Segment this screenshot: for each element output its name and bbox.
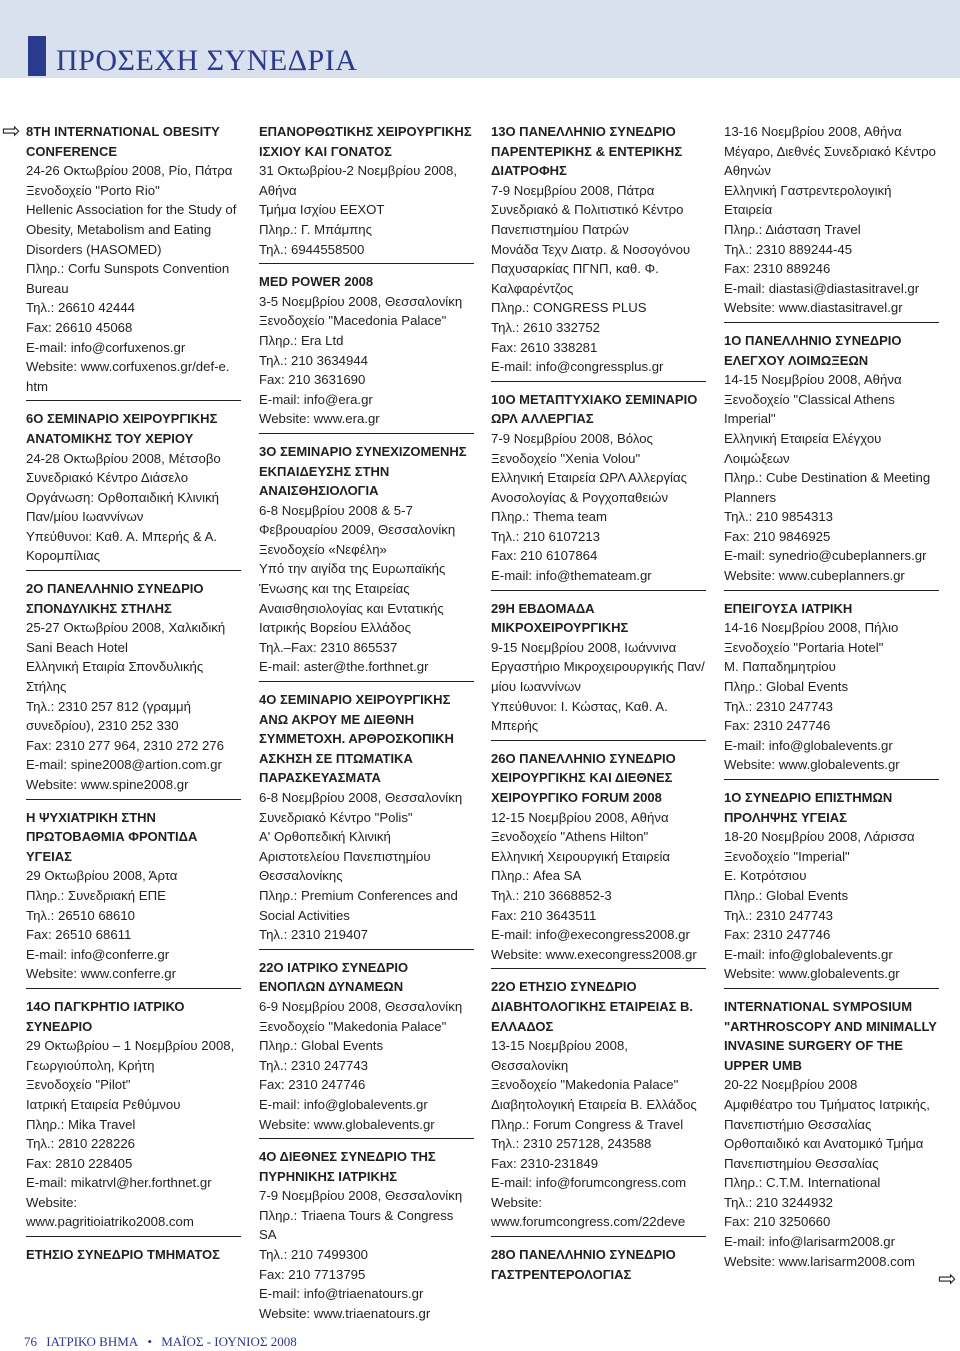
conference-detail-line: Ελληνική Εταιρεία Ελέγχου Λοιμώξεων	[724, 430, 882, 466]
conference-detail-line: 25-27 Οκτωβρίου 2008, Χαλκιδική	[26, 620, 226, 636]
conference-detail-line: 7-9 Νοεμβρίου 2008, Πάτρα	[491, 182, 655, 198]
conference-detail-line: Μ. Παπαδημητρίου	[724, 659, 836, 675]
conference-detail-line: Μέγαρο, Διεθνές Συνεδριακό Κέντρο Αθηνών	[724, 143, 936, 179]
conference-detail-line: 6-8 Νοεμβρίου 2008 & 5-7 Φεβρουαρίου 2009, Θεσσαλονίκη	[259, 502, 456, 538]
conference-title: 8TH INTERNATIONAL OBESITY CONFERENCE	[26, 124, 220, 159]
conference-detail-line: Website: www.pagritioiatriko2008.com	[26, 1194, 194, 1230]
conference-detail-line: 9-15 Νοεμβρίου 2008, Ιωάννινα	[491, 639, 677, 655]
conference-detail-line: E-mail: diastasi@diastasitravel.gr	[724, 280, 920, 296]
conference-detail-line: E-mail: info@era.gr	[259, 391, 373, 407]
conference-title: MED POWER 2008	[259, 274, 374, 290]
conference-detail-line: Υπεύθυνοι: Ι. Κώστας, Καθ. Α. Μπερής	[491, 698, 668, 734]
conference-detail-line: Ξενοδοχείο "Xenia Volou"	[491, 450, 641, 466]
conference-detail-line: Fax: 2310 277 964, 2310 272 276	[26, 737, 224, 753]
conference-detail-line: Website: www.execongress2008.gr	[491, 946, 697, 962]
conference-detail-line: Fax: 2310-231849	[491, 1155, 599, 1171]
conference-detail-line: Αμφιθέατρο του Τμήματος Ιατρικής, Πανεπιστήμιο Θεσσαλίας	[724, 1096, 930, 1132]
conference-detail-line: 14-15 Νοεμβρίου 2008, Αθήνα	[724, 372, 902, 388]
conference-detail-line: Ξενοδοχείο "Porto Rio"	[26, 182, 160, 198]
conference-title: 6Ο ΣΕΜΙΝΑΡΙΟ ΧΕΙΡΟΥΡΓΙΚΗΣ ΑΝΑΤΟΜΙΚΗΣ ΤΟΥ ΧΕΡΙΟΥ	[26, 411, 218, 446]
conference-detail-line: Συνεδριακό Κέντρο "Polis"	[259, 809, 413, 825]
conference-detail-line: Τηλ.–Fax: 2310 865537	[259, 639, 398, 655]
conference-detail-line: Τηλ.: 2310 257128, 243588	[491, 1136, 652, 1152]
conference-detail-line: Πληρ.: Διάσταση Travel	[724, 221, 861, 237]
conference-detail-line: Ξενοδοχείο "Athens Hilton"	[491, 829, 649, 845]
page-number: 76	[24, 1334, 37, 1349]
conference-title: ΕΠΑΝΟΡΘΩΤΙΚΗΣ ΧΕΙΡΟΥΡΓΙΚΗΣ ΙΣΧΙΟΥ ΚΑΙ ΓΟΝΑΤΟΣ	[259, 124, 472, 159]
conference-detail-line: 29 Οκτωβρίου – 1 Νοεμβρίου 2008, Γεωργιούπολη, Κρήτη	[26, 1038, 235, 1073]
conference-detail-line: Τηλ.: 210 3244932	[724, 1194, 834, 1210]
conference-detail-line: E-mail: info@forumcongress.com	[491, 1175, 687, 1191]
conference-detail-line: 24-28 Οκτωβρίου 2008, Μέτσοβο	[26, 450, 221, 466]
conference-detail-line: Fax: 26510 68611	[26, 927, 132, 943]
conference-detail-line: Website: www.globalevents.gr	[724, 757, 900, 773]
conference-detail-line: 18-20 Νοεμβρίου 2008, Λάρισσα	[724, 829, 915, 845]
conference-detail-line: Οργάνωση: Ορθοπαιδική Κλινική Παν/μίου Ιωαννίνων	[26, 489, 220, 525]
conference-detail-line: Συνεδριακό & Πολιτιστικό Κέντρο Πανεπιστημίου Πατρών	[491, 202, 684, 237]
conference-detail-line: E-mail: info@corfuxenos.gr	[26, 339, 186, 355]
conference-detail-line: Ελληνική Εταιρία Σπονδυλικής Στήλης	[26, 659, 204, 695]
conference-detail-line: Α' Ορθοπεδική Κλινική Αριστοτελείου Πανεπιστημίου Θεσσαλονίκης	[259, 829, 431, 884]
conference-detail-line: E-mail: mikatrvl@her.forthnet.gr	[26, 1175, 212, 1191]
footer-bullet: •	[147, 1334, 152, 1349]
conference-detail-line: Τηλ.: 210 7499300	[259, 1247, 369, 1263]
conference-detail-line: Ε. Κοτρότσιου	[724, 868, 807, 884]
conference-detail-line: Fax: 2310 247746	[259, 1077, 366, 1093]
conference-detail-line: Fax: 2310 247746	[724, 927, 831, 943]
header-accent-bar	[28, 36, 46, 76]
conference-detail-line: Πληρ.: Γ. Μπάμπης	[259, 221, 372, 237]
column-1	[26, 122, 241, 1277]
conference-entry	[724, 788, 939, 989]
conference-title: 2Ο ΠΑΝΕΛΛΗΝΙΟ ΣΥΝΕΔΡΙΟ ΣΠΟΝΔΥΛΙΚΗΣ ΣΤΗΛΗΣ	[26, 581, 204, 616]
conference-title: ΕΠΕΙΓΟΥΣΑ ΙΑΤΡΙΚΗ	[724, 600, 853, 616]
conference-detail-line: Τηλ.: 210 9854313	[724, 509, 834, 525]
conference-detail-line: Εργαστήριο Μικροχειρουργικής Παν/μίου Ιωαννίνων	[491, 659, 705, 695]
conference-detail-line: Πληρ.: CONGRESS PLUS	[491, 300, 647, 316]
conference-title: INTERNATIONAL SYMPOSIUM "ARTHROSCOPY AND MINIMALLY INVASINE SURGERY OF THE UPPER UMB	[724, 998, 937, 1073]
conference-title: 29Η ΕΒΔΟΜΑΔΑ ΜΙΚΡΟΧΕΙΡΟΥΡΓΙΚΗΣ	[491, 600, 629, 636]
conference-detail-line: 6-9 Νοεμβρίου 2008, Θεσσαλονίκη	[259, 998, 463, 1014]
conference-detail-line: Website: www.spine2008.gr	[26, 777, 189, 792]
conference-detail-line: Fax: 210 6107864	[491, 548, 598, 564]
conference-detail-line: Ιατρική Εταιρεία Ρεθύμνου	[26, 1096, 181, 1112]
conference-detail-line: Website: www.larisarm2008.com	[724, 1253, 916, 1269]
conference-detail-line: Τηλ.: 2310 247743	[259, 1057, 369, 1073]
conference-detail-line: Ξενοδοχείο «Νεφέλη»	[259, 541, 387, 557]
conference-detail-line: Website: www.conferre.gr	[26, 966, 177, 982]
conference-entry	[491, 599, 706, 741]
conference-title: 14Ο ΠΑΓΚΡΗΤΙΟ ΙΑΤΡΙΚΟ ΣΥΝΕΔΡΙΟ	[26, 998, 185, 1034]
conference-detail-line: 14-16 Νοεμβρίου 2008, Πήλιο	[724, 620, 899, 636]
conference-detail-line: Fax: 2310 889246	[724, 261, 831, 277]
conference-detail-line: Πληρ.: C.T.M. International	[724, 1175, 881, 1191]
conference-detail-line: Hellenic Association for the Study of Obesity, Metabolism and Eating Disorders (HASOMED)	[26, 202, 237, 257]
conference-detail-line: Fax: 2810 228405	[26, 1155, 133, 1171]
conference-title: 22Ο ΕΤΗΣΙΟ ΣΥΝΕΔΡΙΟ ΔΙΑΒΗΤΟΛΟΓΙΚΗΣ ΕΤΑΙΡΕΙΑΣ Β. ΕΛΛΑΔΟΣ	[491, 979, 694, 1034]
conference-detail-line: 7-9 Νοεμβρίου 2008, Θεσσαλονίκη	[259, 1188, 463, 1204]
conference-detail-line: Ξενοδοχείο "Makedonia Palace"	[259, 1018, 447, 1034]
conference-detail-line: Πληρ.: Συνεδριακή ΕΠΕ	[26, 887, 166, 903]
conference-entry	[259, 958, 474, 1139]
conference-detail-line: Πληρ.: Premium Conferences and Social Activities	[259, 887, 458, 923]
page-title: ΠΡΟΣΕΧΗ ΣΥΝΕΔΡΙΑ	[56, 44, 358, 77]
conference-detail-line: Πληρ.: Mika Travel	[26, 1116, 136, 1132]
conference-detail-line: Τηλ.: 2310 257 812 (γραμμή συνεδρίου), 2310 252 330	[26, 698, 191, 734]
conference-detail-line: Ξενοδοχείο "Macedonia Palace"	[259, 313, 447, 329]
conference-entry	[724, 997, 939, 1275]
conference-detail-line: Ελληνική Γαστρεντερολογική Εταιρεία	[724, 182, 892, 218]
conference-detail-line: 13-15 Νοεμβρίου 2008, Θεσσαλονίκη	[491, 1038, 628, 1073]
conference-detail-line: Πληρ.: Cube Destination & Meeting Planners	[724, 470, 931, 505]
conference-entry	[26, 997, 241, 1237]
conference-detail-line: Website: www.cubeplanners.gr	[724, 568, 905, 584]
conference-entry	[259, 690, 474, 950]
conference-entry	[259, 272, 474, 434]
conference-detail-line: Πληρ.: Global Events	[724, 679, 849, 695]
conference-detail-line: Fax: 210 3631690	[259, 372, 366, 388]
conference-detail-line: Website: www.corfuxenos.gr/def-e. htm	[26, 359, 230, 394]
conference-title: 13Ο ΠΑΝΕΛΛΗΝΙΟ ΣΥΝΕΔΡΙΟ ΠΑΡΕΝΤΕΡΙΚΗΣ & ΕΝΤΕΡΙΚΗΣ ΔΙΑΤΡΟΦΗΣ	[491, 124, 683, 179]
conference-detail-line: Fax: 2610 338281	[491, 339, 598, 355]
conference-detail-line: 6-8 Νοεμβρίου 2008, Θεσσαλονίκη	[259, 790, 463, 805]
conference-detail-line: Τηλ.: 26610 42444	[26, 300, 136, 316]
conference-title: 22Ο ΙΑΤΡΙΚΟ ΣΥΝΕΔΡΙΟ ΕΝΟΠΛΩΝ ΔΥΝΑΜΕΩΝ	[259, 959, 409, 995]
conference-detail-line: 24-26 Οκτωβρίου 2008, Ρίο, Πάτρα	[26, 163, 233, 179]
conference-entry	[259, 442, 474, 682]
conference-detail-line: Μονάδα Τεχν Διατρ. & Νοσογόνου Παχυσαρκίας ΠΓΝΠ, καθ. Φ. Καλφαρέντζος	[491, 241, 691, 296]
conference-detail-line: Τηλ.: 210 3668852-3	[491, 887, 612, 903]
conference-detail-line: Fax: 210 7713795	[259, 1266, 366, 1282]
conference-detail-line: E-mail: info@globalevents.gr	[259, 1096, 428, 1112]
conference-detail-line: Website: www.diastasitravel.gr	[724, 300, 903, 316]
arrow-right-icon: ⇨	[2, 118, 21, 143]
conference-detail-line: E-mail: info@larisarm2008.gr	[724, 1234, 895, 1250]
conference-detail-line: E-mail: info@execongress2008.gr	[491, 927, 690, 943]
conference-detail-line: Fax: 2310 247746	[724, 718, 831, 734]
arrow-right-icon: ⇨	[938, 1266, 957, 1291]
conference-detail-line: Τηλ.: 2610 332752	[491, 319, 601, 335]
conference-entry	[724, 599, 939, 780]
conference-detail-line: E-mail: spine2008@artion.com.gr	[26, 757, 222, 773]
conference-detail-line: Τηλ.: 2310 247743	[724, 907, 834, 923]
conference-detail-line: Τηλ.: 2310 889244-45	[724, 241, 853, 257]
conference-detail-line: 12-15 Νοεμβρίου 2008, Αθήνα	[491, 809, 669, 825]
conference-detail-line: Υπό την αιγίδα της Ευρωπαϊκής Ένωσης και της Εταιρείας Αναισθησιολογίας και Εντατικής Ιατρικής Βορείου Ελλάδος	[259, 561, 446, 636]
conference-entry	[491, 1245, 706, 1288]
conference-detail-line: Τηλ.: 26510 68610	[26, 907, 136, 923]
conference-detail-line: Ξενοδοχείο "Portaria Hotel"	[724, 639, 884, 655]
conference-entry	[26, 409, 241, 571]
conference-title: 4Ο ΔΙΕΘΝΕΣ ΣΥΝΕΔΡΙΟ ΤΗΣ ΠΥΡΗΝΙΚΗΣ ΙΑΤΡΙΚΗΣ	[259, 1149, 436, 1184]
conference-entry	[491, 977, 706, 1237]
conference-title: 3Ο ΣΕΜΙΝΑΡΙΟ ΣΥΝΕΧΙΖΟΜΕΝΗΣ ΕΚΠΑΙΔΕΥΣΗΣ ΣΤΗΝ ΑΝΑΙΣΘΗΣΙΟΛΟΓΙΑ	[259, 443, 467, 499]
conference-detail-line: Website: www.globalevents.gr	[724, 966, 900, 982]
conference-entry	[26, 122, 241, 401]
column-2	[259, 122, 474, 1335]
conference-entry	[491, 122, 706, 382]
conference-entry	[724, 331, 939, 591]
column-4	[724, 122, 939, 1283]
conference-detail-line: Ελληνική Εταιρεία ΩΡΛ Αλλεργίας Ανοσολογίας & Ρογχοπαθειών	[491, 470, 687, 505]
conference-detail-line: Πληρ.: Global Events	[259, 1038, 384, 1054]
conference-detail-line: 13-16 Νοεμβρίου 2008, Αθήνα	[724, 124, 902, 139]
conference-detail-line: Fax: 210 3250660	[724, 1214, 831, 1230]
conference-detail-line: E-mail: synedrio@cubeplanners.gr	[724, 548, 927, 564]
conference-detail-line: Ξενοδοχείο "Imperial"	[724, 848, 850, 864]
conference-detail-line: E-mail: info@conferre.gr	[26, 946, 170, 962]
magazine-name: ΙΑΤΡΙΚΟ ΒΗΜΑ	[46, 1334, 139, 1349]
conference-detail-line: E-mail: info@triaenatours.gr	[259, 1286, 424, 1302]
conference-detail-line: Website: www.forumcongress.com/22deve	[491, 1194, 686, 1230]
conference-entry	[491, 390, 706, 591]
conference-detail-line: 31 Οκτωβρίου-2 Νοεμβρίου 2008, Αθήνα	[259, 163, 458, 198]
conference-detail-line: Τηλ.: 210 6107213	[491, 528, 601, 544]
conference-detail-line: Τηλ.: 2310 247743	[724, 698, 834, 714]
conference-detail-line: E-mail: aster@the.forthnet.gr	[259, 659, 429, 675]
conference-detail-line: 3-5 Νοεμβρίου 2008, Θεσσαλονίκη	[259, 293, 463, 309]
conference-title: Η ΨΥΧΙΑΤΡΙΚΗ ΣΤΗΝ ΠΡΩΤΟΒΑΘΜΙΑ ΦΡΟΝΤΙΔΑ ΥΓΕΙΑΣ	[26, 809, 198, 864]
conference-detail-line: Ξενοδοχείο "Makedonia Palace"	[491, 1077, 679, 1093]
conference-detail-line: Ξενοδοχείο "Classical Athens Imperial"	[724, 391, 895, 427]
conference-title: 28Ο ΠΑΝΕΛΛΗΝΙΟ ΣΥΝΕΔΡΙΟ ΓΑΣΤΡΕΝΤΕΡΟΛΟΓΙΑΣ	[491, 1247, 676, 1282]
conference-detail-line: Website: www.era.gr	[259, 411, 380, 427]
conference-title: 26Ο ΠΑΝΕΛΛΗΝΙΟ ΣΥΝΕΔΡΙΟ ΧΕΙΡΟΥΡΓΙΚΗΣ ΚΑΙ ΔΙΕΘΝΕΣ ΧΕΙΡΟΥΡΓΙΚΟ FORUM 2008	[491, 750, 676, 805]
conference-detail-line: Ορθοπαιδικό και Ανατομικό Τμήμα Πανεπιστημίου Θεσσαλίας	[724, 1136, 924, 1171]
conference-detail-line: Τηλ.: 2310 219407	[259, 927, 369, 943]
conference-entry	[491, 749, 706, 970]
conference-title: 1Ο ΠΑΝΕΛΛΗΝΙΟ ΣΥΝΕΔΡΙΟ ΕΛΕΓΧΟΥ ΛΟΙΜΩΞΕΩΝ	[724, 332, 902, 368]
conference-detail-line: Ξενοδοχείο "Pilot"	[26, 1077, 131, 1093]
conference-title: ΕΤΗΣΙΟ ΣΥΝΕΔΡΙΟ ΤΜΗΜΑΤΟΣ	[26, 1247, 220, 1263]
conference-detail-line: Fax: 26610 45068	[26, 319, 133, 335]
conference-title: 10Ο ΜΕΤΑΠΤΥΧΙΑΚΟ ΣΕΜΙΝΑΡΙΟ ΩΡΛ ΑΛΛΕΡΓΙΑΣ	[491, 391, 698, 427]
conference-detail-line: Website: www.globalevents.gr	[259, 1116, 435, 1132]
conference-entry	[26, 808, 241, 989]
conference-detail-line: Πληρ.: Global Events	[724, 887, 849, 903]
conference-entry	[26, 1245, 241, 1269]
conference-entry	[259, 1147, 474, 1327]
conference-title: 1Ο ΣΥΝΕΔΡΙΟ ΕΠΙΣΤΗΜΩΝ ΠΡΟΛΗΨΗΣ ΥΓΕΙΑΣ	[724, 790, 893, 825]
conference-entry	[26, 579, 241, 800]
conference-detail-line: Πληρ.: Era Ltd	[259, 332, 344, 348]
conference-detail-line: Fax: 210 3643511	[491, 907, 597, 923]
conference-detail-line: Πληρ.: Corfu Sunspots Convention Bureau	[26, 261, 230, 296]
conference-detail-line: Τμήμα Ισχίου ΕΕΧΟΤ	[259, 202, 385, 218]
column-3	[491, 122, 706, 1296]
conference-detail-line: Διαβητολογική Εταιρεία Β. Ελλάδος	[491, 1096, 697, 1112]
conference-detail-line: E-mail: info@congressplus.gr	[491, 359, 664, 375]
conference-detail-line: Ελληνική Χειρουργική Εταιρεία	[491, 848, 671, 864]
issue-date: ΜΑΪΟΣ - ΙΟΥΝΙΟΣ 2008	[161, 1334, 297, 1349]
conference-title: 4Ο ΣΕΜΙΝΑΡΙΟ ΧΕΙΡΟΥΡΓΙΚΗΣ ΑΝΩ ΑΚΡΟΥ ΜΕ ΔΙΕΘΝΗ ΣΥΜΜΕΤΟΧΗ. ΑΡΘΡΟΣΚΟΠΙΚΗ ΑΣΚΗΣΗ ΣΕ ΠΤΩΜΑΤΙΚΑ ΠΑΡΑΣΚΕΥΑΣΜΑΤΑ	[259, 692, 454, 786]
conference-detail-line: 29 Οκτωβρίου 2008, Άρτα	[26, 868, 178, 884]
conference-detail-line: 20-22 Νοεμβρίου 2008	[724, 1077, 858, 1093]
conference-detail-line: Πληρ.: Triaena Tours & Congress SA	[259, 1207, 454, 1243]
conference-detail-line: E-mail: info@globalevents.gr	[724, 737, 893, 753]
conference-entry	[724, 122, 939, 323]
conference-detail-line: Πληρ.: Afea SA	[491, 868, 582, 884]
conference-detail-line: Τηλ.: 2810 228226	[26, 1136, 136, 1152]
conference-detail-line: Sani Beach Hotel	[26, 639, 128, 655]
conference-detail-line: Πληρ.: Forum Congress & Travel	[491, 1116, 684, 1132]
conference-detail-line: E-mail: info@globalevents.gr	[724, 946, 893, 962]
conference-detail-line: Συνεδριακό Κέντρο Διάσελο	[26, 470, 189, 486]
page-footer	[24, 1334, 303, 1350]
conference-entry	[259, 122, 474, 264]
conference-detail-line: E-mail: info@themateam.gr	[491, 568, 652, 584]
conference-detail-line: 7-9 Νοεμβρίου 2008, Βόλος	[491, 430, 653, 446]
conference-detail-line: Υπεύθυνοι: Καθ. Α. Μπερής & Α. Κορομπίλιας	[26, 528, 218, 564]
conference-detail-line: Fax: 210 9846925	[724, 528, 831, 544]
conference-detail-line: Τηλ.: 210 3634944	[259, 352, 369, 368]
conference-detail-line: Τηλ.: 6944558500	[259, 241, 365, 257]
conference-detail-line: Πληρ.: Thema team	[491, 509, 607, 525]
conference-detail-line: Website: www.triaenatours.gr	[259, 1305, 431, 1321]
